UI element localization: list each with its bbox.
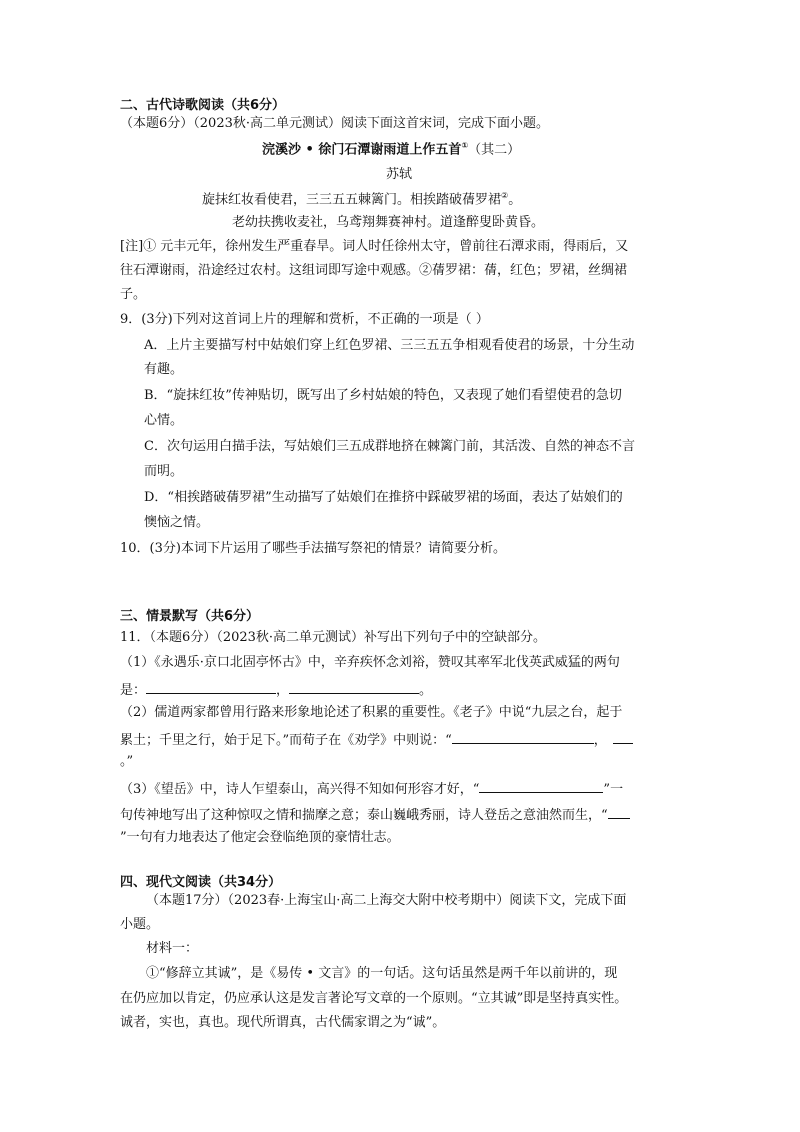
answer-blank[interactable]: [452, 731, 594, 744]
option-b: 心情。: [144, 413, 184, 428]
question-intro: （本题6分）（2023秋·高二单元测试）阅读下面这首宋词，完成下面小题。: [120, 116, 549, 131]
answer-blank[interactable]: [479, 780, 603, 793]
footnote: [注]① 元丰元年，徐州发生严重春旱。词人时任徐州太守，曾前往石潭求雨，得雨后，又: [120, 239, 629, 254]
answer-blank[interactable]: [146, 681, 276, 694]
paragraph-line: ①“修辞立其诚”，是《易传 • 文言》的一句话。这句话虽然是两千年以前讲的，现: [146, 966, 618, 981]
poem-title: 浣溪沙 • 徐门石潭谢雨道上作五首①（其二）: [262, 141, 521, 158]
answer-blank[interactable]: [608, 806, 630, 819]
paragraph-line: 诚者，实也，真也。现代所谓真，古代儒家谓之为“诚”。: [120, 1015, 446, 1030]
fill-line: 句传神地写出了这种惊叹之情和揣摩之意；泰山巍峨秀丽，诗人登岳之意油然而生，“: [120, 806, 630, 822]
option-c: 而明。: [144, 464, 184, 479]
fill-line: （3）《望岳》中，诗人乍望泰山，高兴得不知如何形容才好，“ ”一: [120, 782, 624, 797]
footnote: 子。: [120, 287, 147, 302]
answer-blank[interactable]: [289, 681, 419, 694]
poem-author: 苏轼: [386, 167, 413, 182]
paragraph-line: 在仍应加以肯定，仍应承认这是发言著论写文章的一个原则。“立其诚”即是坚持真实性。: [120, 991, 628, 1006]
question-10: 10．(3分)本词下片运用了哪些手法描写祭祀的情景？请简要分析。: [120, 541, 506, 556]
section-heading: 四、现代文阅读（共34分）: [120, 875, 282, 890]
poem-line: 老幼扶携收麦社，乌鸢翔舞赛神村。道逢醉叟卧黄昏。: [232, 215, 545, 230]
question-intro: （本题17分）（2023春·上海宝山·高二上海交大附中校考期中）阅读下文，完成下面: [146, 893, 627, 908]
option-a: A．上片主要描写村中姑娘们穿上红色罗裙、三三五五争相观看使君的场景，十分生动: [144, 338, 635, 353]
fill-line: ”一句有力地表达了他定会登临绝顶的豪情壮志。: [120, 830, 400, 845]
section-heading: 二、古代诗歌阅读（共6分）: [120, 98, 286, 113]
poem-line: 旋抹红妆看使君，三三五五棘篱门。相挨踏破蒨罗裙②。: [202, 191, 522, 208]
fill-line: 累土；千里之行，始于足下。”而荀子在《劝学》中则说：“ ，: [120, 731, 633, 747]
answer-blank[interactable]: [613, 731, 633, 744]
material-label: 材料一：: [146, 941, 199, 956]
fill-prompt: （2）儒道两家都曾用行路来形象地论述了积累的重要性。《老子》中说“九层之台，起于: [120, 705, 623, 720]
question-9: 9．(3分)下列对这首词上片的理解和赏析，不正确的一项是（ ）: [120, 312, 489, 327]
option-b: B．“旋抹红妆”传神贴切，既写出了乡村姑娘的特色，又表现了她们看望使君的急切: [144, 388, 622, 403]
fill-line: 是： ， 。: [120, 683, 433, 698]
option-d: 懊恼之情。: [144, 515, 210, 530]
question-intro: 小题。: [120, 917, 160, 932]
section-heading: 三、情景默写（共6分）: [120, 609, 260, 624]
option-c: C．次句运用白描手法，写姑娘们三五成群地挤在棘篱门前，其活泼、自然的神态不言: [144, 439, 635, 454]
option-a: 有趣。: [144, 362, 184, 377]
option-d: D．“相挨踏破蒨罗裙”生动描写了姑娘们在推挤中踩破罗裙的场面，表达了姑娘们的: [144, 490, 623, 505]
fill-prompt: （1）《永遇乐·京口北固亭怀古》中，辛弃疾怀念刘裕，赞叹其率军北伐英武威猛的两句: [120, 655, 620, 670]
fill-line: 。”: [120, 754, 134, 769]
footnote: 往石潭谢雨，沿途经过农村。这组词即写途中观感。②蒨罗裙：蒨，红色；罗裙，丝绸裙: [120, 263, 628, 278]
question-11: 11．（本题6分）（2023秋·高二单元测试）补写出下列句子中的空缺部分。: [120, 630, 547, 645]
